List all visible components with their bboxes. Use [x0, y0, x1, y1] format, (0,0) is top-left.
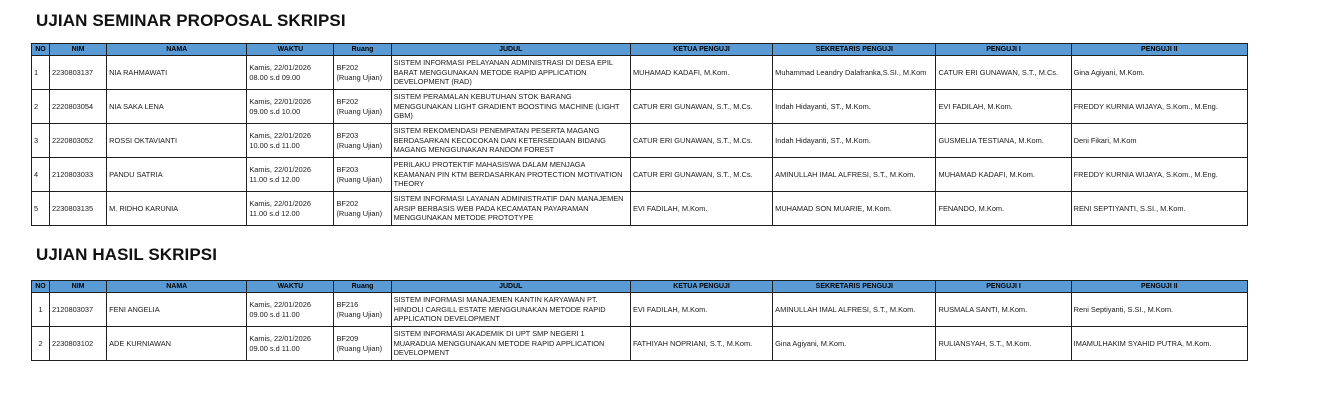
- cell-sekretaris: AMINULLAH IMAL ALFRESI, S.T., M.Kom.: [773, 293, 936, 327]
- table-header-row: [32, 44, 1248, 56]
- cell-no: 5: [32, 192, 50, 226]
- header-penguji-2: PENGUJI II: [1071, 44, 1247, 56]
- table-row: [32, 293, 1248, 327]
- cell-nama: M. RIDHO KARUNIA: [107, 192, 247, 226]
- table-row: [32, 158, 1248, 192]
- cell-penguji2: RENI SEPTIYANTI, S.SI., M.Kom.: [1071, 192, 1247, 226]
- cell-penguji1: RULIANSYAH, S.T., M.Kom.: [936, 327, 1071, 361]
- header-nim: NIM: [50, 44, 107, 56]
- cell-judul: SISTEM INFORMASI AKADEMIK DI UPT SMP NEGERI 1 MUARADUA MENGGUNAKAN METODE RAPID APPLICATION DEVELOPMENT: [391, 327, 630, 361]
- cell-waktu: Kamis, 22/01/2026 11.00 s.d 12.00: [247, 158, 334, 192]
- cell-ketua: CATUR ERI GUNAWAN, S.T., M.Cs.: [630, 124, 772, 158]
- header-ruang: Ruang: [334, 281, 391, 293]
- cell-no: 3: [32, 124, 50, 158]
- cell-nama: PANDU SATRIA: [107, 158, 247, 192]
- cell-nama: ROSSI OKTAVIANTI: [107, 124, 247, 158]
- cell-penguji1: GUSMELIA TESTIANA, M.Kom.: [936, 124, 1071, 158]
- cell-sekretaris: Muhammad Leandry Dalafranka,S.SI., M.Kom: [773, 56, 936, 90]
- cell-nama: FENI ANGELIA: [107, 293, 247, 327]
- cell-ruang: BF202 (Ruang Ujian): [334, 56, 391, 90]
- cell-ruang: BF203 (Ruang Ujian): [334, 158, 391, 192]
- table-row: [32, 124, 1248, 158]
- header-penguji-1: PENGUJI I: [936, 44, 1071, 56]
- cell-penguji2: FREDDY KURNIA WIJAYA, S.Kom., M.Eng.: [1071, 158, 1247, 192]
- hasil-skripsi-table: [31, 280, 1248, 361]
- cell-waktu: Kamis, 22/01/2026 08.00 s.d 09.00: [247, 56, 334, 90]
- header-no: NO: [32, 281, 50, 293]
- cell-no: 4: [32, 158, 50, 192]
- header-judul: JUDUL: [391, 44, 630, 56]
- table-body: [32, 293, 1248, 361]
- header-ketua-penguji: KETUA PENGUJI: [630, 44, 772, 56]
- table-header-row: [32, 281, 1248, 293]
- cell-nim: 2120803037: [50, 293, 107, 327]
- cell-judul: PERILAKU PROTEKTIF MAHASISWA DALAM MENJAGA KEAMANAN PIN KTM BERDASARKAN PROTECTION MOTIVATION THEORY: [391, 158, 630, 192]
- table-row: [32, 327, 1248, 361]
- cell-nama: NIA RAHMAWATI: [107, 56, 247, 90]
- cell-judul: SISTEM INFORMASI LAYANAN ADMINISTRATIF DAN MANAJEMEN ARSIP BERBASIS WEB PADA KECAMATAN PAYARAMAN MENGGUNAKAN METODE PROTOTYPE: [391, 192, 630, 226]
- cell-waktu: Kamis, 22/01/2026 11.00 s.d 12.00: [247, 192, 334, 226]
- cell-no: 2: [32, 327, 50, 361]
- header-nama: NAMA: [107, 44, 247, 56]
- cell-penguji2: Reni Septiyanti, S.SI., M.Kom.: [1071, 293, 1247, 327]
- cell-penguji1: MUHAMAD KADAFI, M.Kom.: [936, 158, 1071, 192]
- table-row: [32, 90, 1248, 124]
- cell-ketua: FATHIYAH NOPRIANI, S.T., M.Kom.: [630, 327, 772, 361]
- cell-nim: 2120803033: [50, 158, 107, 192]
- cell-waktu: Kamis, 22/01/2026 10.00 s.d 11.00: [247, 124, 334, 158]
- cell-ruang: BF216 (Ruang Ujian): [334, 293, 391, 327]
- cell-judul: SISTEM PERAMALAN KEBUTUHAN STOK BARANG MENGGUNAKAN LIGHT GRADIENT BOOSTING MACHINE (LIGHT GBM): [391, 90, 630, 124]
- cell-judul: SISTEM INFORMASI PELAYANAN ADMINISTRASI DI DESA EPIL BARAT MENGGUNAKAN METODE RAPID APPLICATION DEVELOPMENT (RAD): [391, 56, 630, 90]
- header-waktu: WAKTU: [247, 281, 334, 293]
- cell-nim: 2220803054: [50, 90, 107, 124]
- table-row: [32, 56, 1248, 90]
- cell-nim: 2230803102: [50, 327, 107, 361]
- header-judul: JUDUL: [391, 281, 630, 293]
- cell-nim: 2230803135: [50, 192, 107, 226]
- cell-penguji1: FENANDO, M.Kom.: [936, 192, 1071, 226]
- cell-penguji2: IMAMULHAKIM SYAHID PUTRA, M.Kom.: [1071, 327, 1247, 361]
- section-title-seminar-proposal: UJIAN SEMINAR PROPOSAL SKRIPSI: [36, 11, 346, 30]
- cell-waktu: Kamis, 22/01/2026 09.00 s.d 11.00: [247, 293, 334, 327]
- cell-ketua: CATUR ERI GUNAWAN, S.T., M.Cs.: [630, 90, 772, 124]
- cell-judul: SISTEM INFORMASI MANAJEMEN KANTIN KARYAWAN PT. HINDOLI CARGILL ESTATE MENGGUNAKAN METODE RAPID APPLICATION DEVELOPMENT: [391, 293, 630, 327]
- header-sekretaris-penguji: SEKRETARIS PENGUJI: [773, 281, 936, 293]
- table-body: [32, 56, 1248, 226]
- cell-ketua: CATUR ERI GUNAWAN, S.T., M.Cs.: [630, 158, 772, 192]
- cell-sekretaris: Indah Hidayanti, ST., M.Kom.: [773, 124, 936, 158]
- cell-no: 2: [32, 90, 50, 124]
- header-nim: NIM: [50, 281, 107, 293]
- header-sekretaris-penguji: SEKRETARIS PENGUJI: [773, 44, 936, 56]
- cell-nim: 2230803137: [50, 56, 107, 90]
- cell-sekretaris: AMINULLAH IMAL ALFRESI, S.T., M.Kom.: [773, 158, 936, 192]
- cell-waktu: Kamis, 22/01/2026 09.00 s.d 11.00: [247, 327, 334, 361]
- cell-ketua: EVI FADILAH, M.Kom.: [630, 192, 772, 226]
- cell-penguji2: Gina Agiyani, M.Kom.: [1071, 56, 1247, 90]
- seminar-proposal-table: [31, 43, 1248, 226]
- cell-penguji2: FREDDY KURNIA WIJAYA, S.Kom., M.Eng.: [1071, 90, 1247, 124]
- cell-sekretaris: Gina Agiyani, M.Kom.: [773, 327, 936, 361]
- cell-no: 1: [32, 56, 50, 90]
- cell-penguji1: EVI FADILAH, M.Kom.: [936, 90, 1071, 124]
- cell-no: 1: [32, 293, 50, 327]
- header-penguji-1: PENGUJI I: [936, 281, 1071, 293]
- cell-ruang: BF202 (Ruang Ujian): [334, 90, 391, 124]
- cell-sekretaris: Indah Hidayanti, ST., M.Kom.: [773, 90, 936, 124]
- cell-waktu: Kamis, 22/01/2026 09.00 s.d 10.00: [247, 90, 334, 124]
- cell-nama: ADE KURNIAWAN: [107, 327, 247, 361]
- header-nama: NAMA: [107, 281, 247, 293]
- cell-penguji1: CATUR ERI GUNAWAN, S.T., M.Cs.: [936, 56, 1071, 90]
- cell-penguji2: Deni Fikari, M.Kom: [1071, 124, 1247, 158]
- header-ruang: Ruang: [334, 44, 391, 56]
- cell-ruang: BF209 (Ruang Ujian): [334, 327, 391, 361]
- cell-nim: 2220803052: [50, 124, 107, 158]
- header-no: NO: [32, 44, 50, 56]
- header-penguji-2: PENGUJI II: [1071, 281, 1247, 293]
- cell-ruang: BF203 (Ruang Ujian): [334, 124, 391, 158]
- header-waktu: WAKTU: [247, 44, 334, 56]
- cell-nama: NIA SAKA LENA: [107, 90, 247, 124]
- cell-judul: SISTEM REKOMENDASI PENEMPATAN PESERTA MAGANG BERDASARKAN KECOCOKAN DAN KETERSEDIAAN BIDANG MAGANG MENGGUNAKAN RANDOM FOREST: [391, 124, 630, 158]
- cell-ruang: BF202 (Ruang Ujian): [334, 192, 391, 226]
- cell-ketua: MUHAMAD KADAFI, M.Kom.: [630, 56, 772, 90]
- table-row: [32, 192, 1248, 226]
- cell-penguji1: RUSMALA SANTI, M.Kom.: [936, 293, 1071, 327]
- cell-sekretaris: MUHAMAD SON MUARIE, M.Kom.: [773, 192, 936, 226]
- cell-ketua: EVI FADILAH, M.Kom.: [630, 293, 772, 327]
- section-title-hasil-skripsi: UJIAN HASIL SKRIPSI: [36, 245, 218, 264]
- header-ketua-penguji: KETUA PENGUJI: [630, 281, 772, 293]
